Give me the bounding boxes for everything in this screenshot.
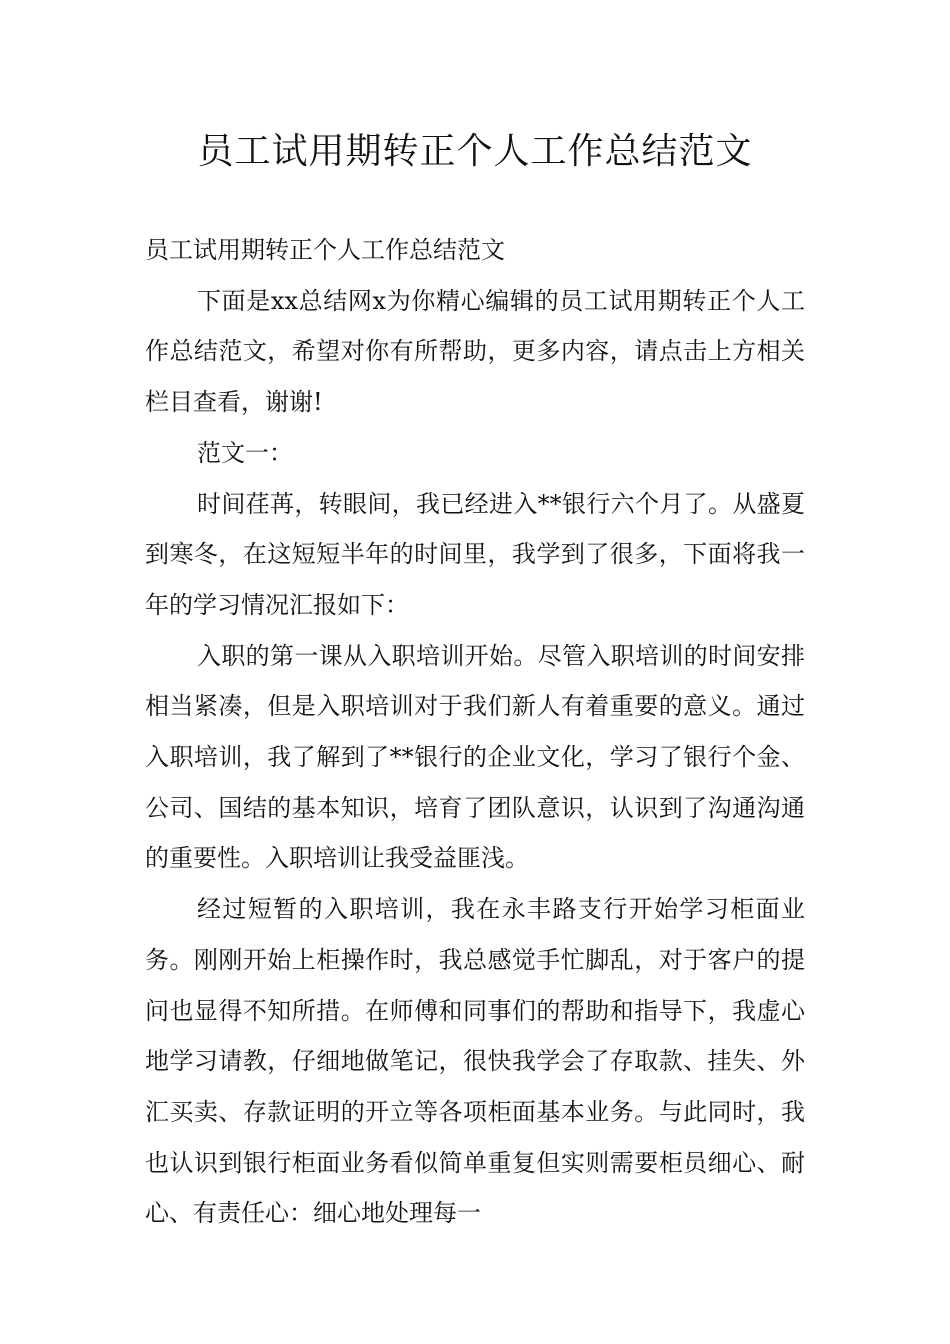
section-heading: 范文一： (197, 438, 293, 467)
subtitle-paragraph: 员工试用期转正个人工作总结范文 (145, 236, 505, 264)
body-paragraph: 经过短暂的入职培训，我在永丰路支行开始学习柜面业务。刚刚开始上柜操作时，我总感觉手忙脚乱，对于客户的提问也显得不知所措。在师傅和同事们的帮助和指导下，我虚心地学习请教，仔细地做笔记，很快我学会了存取款、挂失、外汇买卖、存款证明的开立等各项柜面基本业务。与此同时，我也认识到银行柜面业务看似简单重复但实则需要柜员细心、耐心、有责任心：细心地处理每一 (145, 895, 805, 1228)
intro-paragraph: 下面是xx总结网x为你精心编辑的员工试用期转正个人工作总结范文，希望对你有所帮助，更多内容，请点击上方相关栏目查看，谢谢! (145, 286, 805, 417)
body-paragraph: 时间荏苒，转眼间，我已经进入**银行六个月了。从盛夏到寒冬，在这短短半年的时间里，我学到了很多，下面将我一年的学习情况汇报如下： (145, 489, 805, 619)
body-paragraph: 入职的第一课从入职培训开始。尽管入职培训的时间安排相当紧凑，但是入职培训对于我们新人有着重要的意义。通过入职培训，我了解到了**银行的企业文化，学习了银行个金、公司、国结的基本知识，培育了团队意识，认识到了沟通沟通的重要性。入职培训让我受益匪浅。 (145, 641, 805, 873)
document-body (145, 225, 805, 1239)
document-title: 员工试用期转正个人工作总结范文 (197, 131, 753, 172)
